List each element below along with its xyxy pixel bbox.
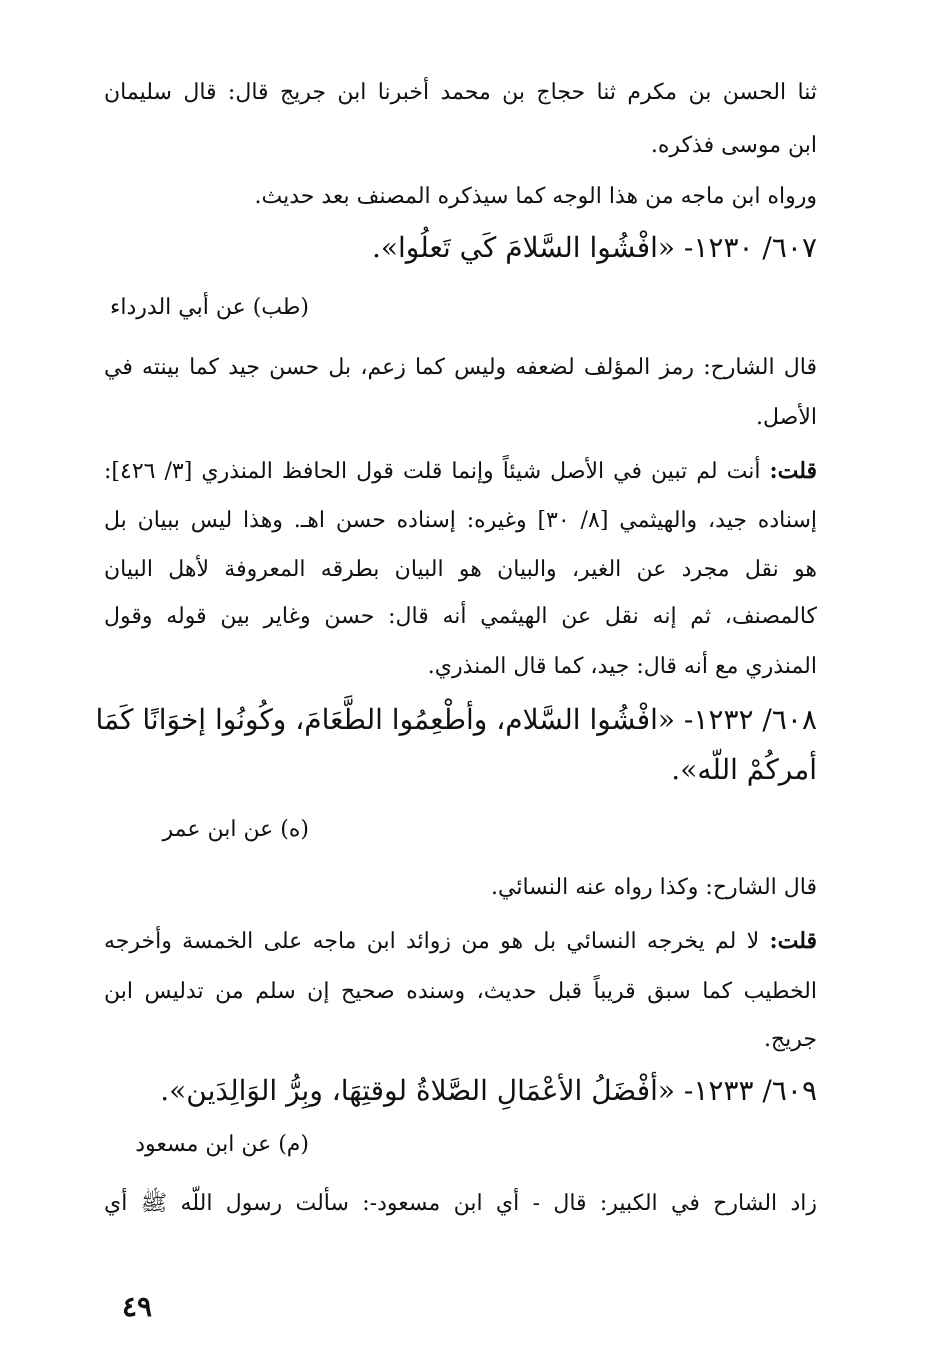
- text-line: قال الشارح: رمز المؤلف لضعفه وليس كما زعم، بل حسن جيد كما بينته في: [104, 355, 817, 380]
- hadith-line: ٦٠٨/ ١٢٣٢- «افْشُوا السَّلام، وأطْعِمُوا الطَّعَامَ، وكُونُوا إخوَانًا كَمَا: [95, 703, 817, 736]
- page-number: ٤٩: [122, 1290, 153, 1323]
- text-line: قلت: أنت لم تبين في الأصل شيئاً وإنما قلت قول الحافظ المنذري [٣/ ٤٢٦]:: [104, 458, 818, 484]
- text-line: ابن موسى فذكره.: [650, 133, 817, 158]
- keyword: قلت:: [769, 928, 817, 954]
- text-line: إسناده جيد، والهيثمي [٨/ ٣٠] وغيره: إسناده حسن اهـ. وهذا ليس ببيان بل: [104, 508, 818, 533]
- hadith-line: ٦٠٧/ ١٢٣٠- «افْشُوا السَّلامَ كَي تَعلُوا».: [371, 231, 817, 264]
- text-line: ورواه ابن ماجه من هذا الوجه كما سيذكره المصنف بعد حديث.: [254, 184, 817, 209]
- text-line: جريج.: [763, 1027, 817, 1052]
- text-line: هو نقل مجرد عن الغير، والبيان هو البيان بطرقه المعروفة لأهل البيان: [104, 557, 817, 582]
- source-line: (ه) عن ابن عمر: [162, 817, 309, 842]
- text-line: الأصل.: [756, 405, 817, 430]
- text-line: المنذري مع أنه قال: جيد، كما قال المنذري.: [427, 654, 817, 679]
- text-line: زاد الشارح في الكبير: قال - أي ابن مسعود-: سألت رسول اللّه ﷺ أي: [104, 1191, 817, 1216]
- source-line: (م) عن ابن مسعود: [135, 1132, 309, 1157]
- keyword: قلت:: [769, 458, 818, 484]
- text-line: ثنا الحسن بن مكرم ثنا حجاج بن محمد أخبرنا ابن جريج قال: قال سليمان: [104, 80, 817, 105]
- source-line: (طب) عن أبي الدرداء: [110, 295, 309, 320]
- text-line: قال الشارح: وكذا رواه عنه النسائي.: [491, 875, 817, 900]
- text-line: كالمصنف، ثم إنه نقل عن الهيثمي أنه قال: حسن وغاير بين قوله وقول: [104, 604, 817, 629]
- hadith-line: ٦٠٩/ ١٢٣٣- «أفْضَلُ الأعْمَالِ الصَّلاةُ لوقتِهَا، وبِرُّ الوَالِدَين».: [160, 1074, 817, 1107]
- text-line: قلت: لا لم يخرجه النسائي بل هو من زوائد ابن ماجه على الخمسة وأخرجه: [104, 928, 817, 954]
- hadith-line: أمركُمْ اللّه».: [671, 753, 817, 786]
- text-line: الخطيب كما سبق قريباً قبل حديث، وسنده صحيح إن سلم من تدليس ابن: [104, 979, 817, 1004]
